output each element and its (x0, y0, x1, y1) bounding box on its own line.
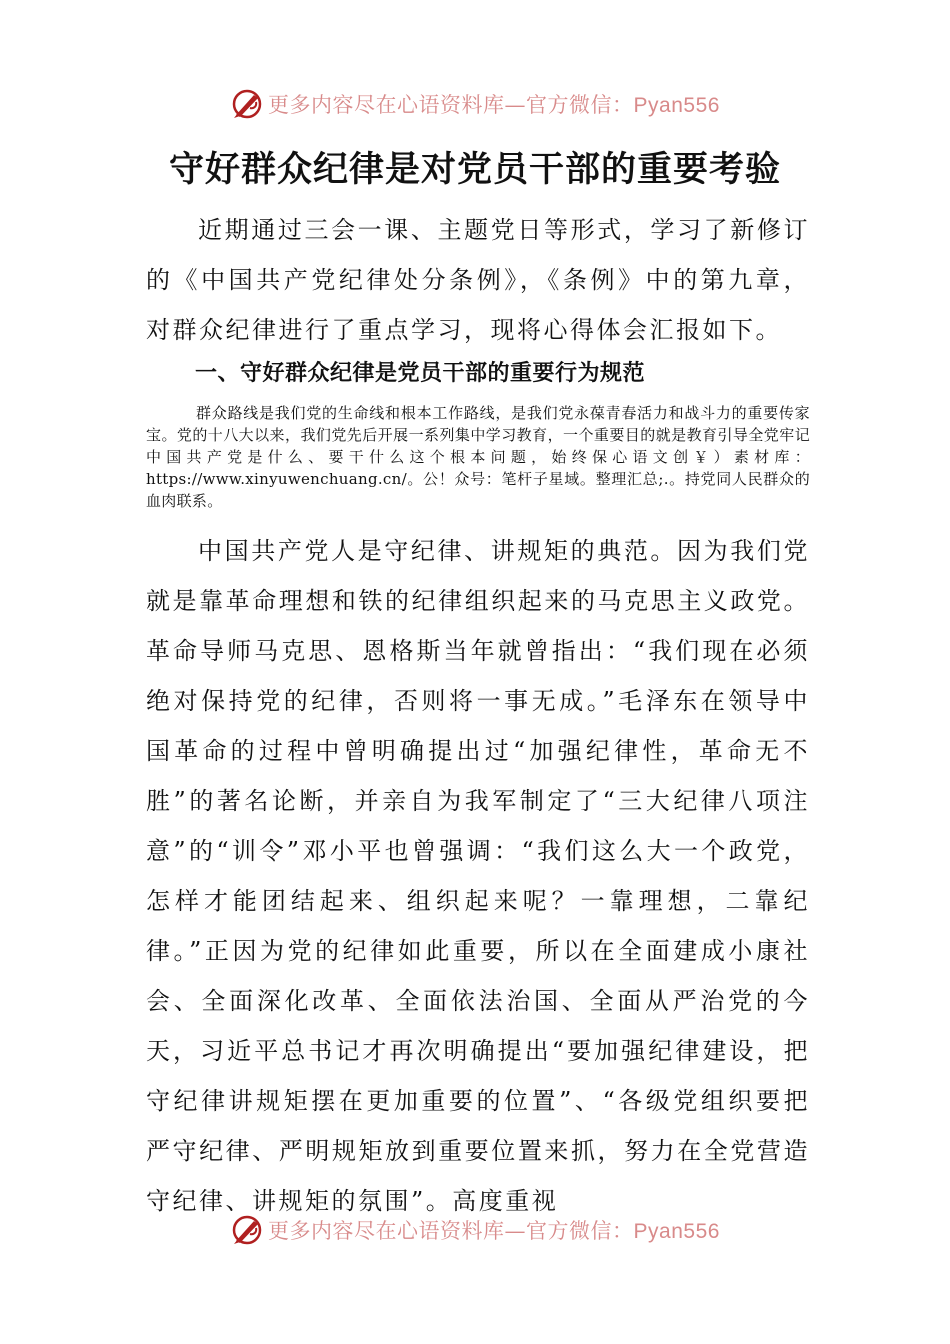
intro-paragraph: 近期通过三会一课、主题党日等形式，学习了新修订的《中国共产党纪律处分条例》，《条例》中的第九章，对群众纪律进行了重点学习，现将心得体会汇报如下。 (146, 216, 810, 344)
banner-dash: — (504, 93, 527, 117)
banner-wechat: Pyan556 (633, 1220, 720, 1243)
banner-wechat: Pyan556 (633, 94, 720, 117)
footer-banner (0, 1210, 950, 1250)
section-heading: 一、守好群众纪律是党员干部的重要行为规范 (195, 361, 646, 386)
banner-main: 更多内容尽在心语资料库 (268, 1219, 505, 1243)
banner-suffix: 官方微信： (526, 93, 634, 117)
banner-main: 更多内容尽在心语资料库 (268, 93, 505, 117)
header-banner (0, 84, 950, 124)
document-title: 守好群众纪律是对党员干部的重要考验 (168, 149, 781, 190)
banner-text (268, 1215, 720, 1245)
banner-text (268, 89, 720, 119)
pen-logo-icon (230, 87, 264, 121)
main-paragraph: 中国共产党人是守纪律、讲规矩的典范。因为我们党就是靠革命理想和铁的纪律组织起来的马克思主义政党。革命导师马克思、恩格斯当年就曾指出：“我们现在必须绝对保持党的纪律，否则将一事无成。”毛泽东在领导中国革命的过程中曾明确提出过“加强纪律性，革命无不胜”的著名论断，并亲自为我军制定了“三大纪律八项注意”的“训令”邓小平也曾强调：“我们这么大一个政党，怎样才能团结起来、组织起来呢？一靠理想，二靠纪律。”正因为党的纪律如此重要，所以在全面建成小康社会、全面深化改革、全面依法治国、全面从严治党的今天，习近平总书记才再次明确提出“要加强纪律建设，把守纪律讲规矩摆在更加重要的位置”、“各级党组织要把严守纪律、严明规矩放到重要位置来抓，努力在全党营造守纪律、讲规矩的氛围”。高度重视 (146, 537, 810, 1215)
banner-dash: — (504, 1219, 527, 1243)
small-paragraph: 群众路线是我们党的生命线和根本工作路线，是我们党永葆青春活力和战斗力的重要传家宝。党的十八大以来，我们党先后开展一系列集中学习教育，一个重要目的就是教育引导全党牢记中国共产党是什么、要干什么这个根本问题，始终保心语文创￥）素材库：https://www.xinyuwenchuang.cn/。公！众号：笔杆子星域。整理汇总;.。持党同人民群众的血肉联系。 (146, 404, 810, 510)
banner-suffix: 官方微信： (526, 1219, 634, 1243)
pen-logo-icon (230, 1213, 264, 1247)
